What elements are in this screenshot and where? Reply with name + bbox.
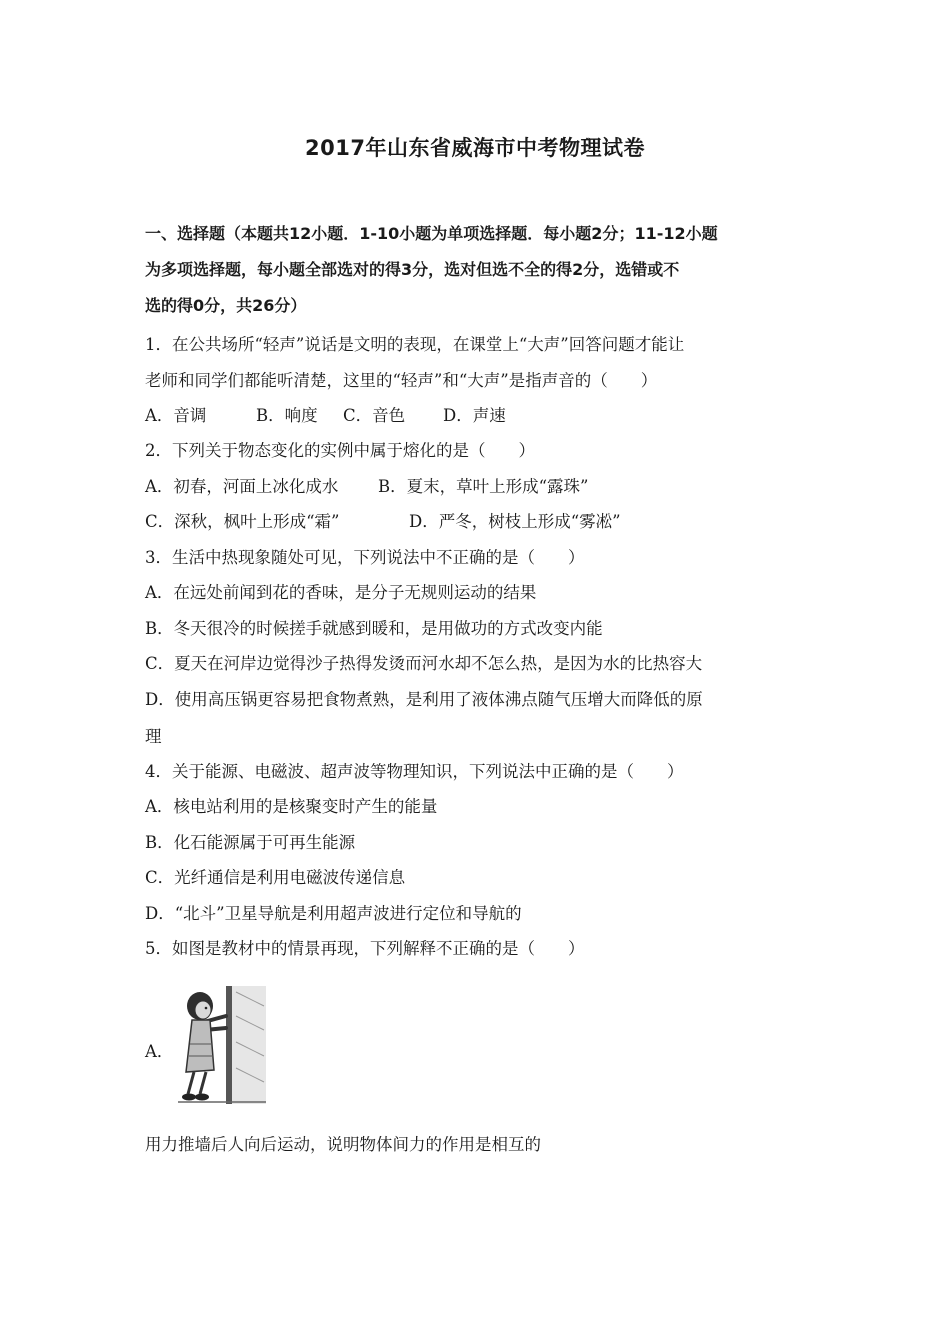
option-a-caption: 用力推墙后人向后运动，说明物体间力的作用是相互的 <box>145 1135 541 1154</box>
person-pushing-wall-illustration <box>178 986 273 1106</box>
question-3-stem: 3．生活中热现象随处可见，下列说法中不正确的是（ ） <box>145 548 585 567</box>
option-c: C．音色 <box>343 406 406 425</box>
option-b: B．冬天很冷的时候搓手就感到暖和，是用做功的方式改变内能 <box>145 619 603 638</box>
option-c: C．光纤通信是利用电磁波传递信息 <box>145 868 406 887</box>
option-c: C．深秋，枫叶上形成“霜” <box>145 512 340 531</box>
question-4-stem: 4．关于能源、电磁波、超声波等物理知识，下列说法中正确的是（ ） <box>145 762 684 781</box>
section-heading-line: 为多项选择题，每小题全部选对的得3分，选对但选不全的得2分，选错或不 <box>145 260 680 279</box>
page-title: 2017年山东省威海市中考物理试卷 <box>305 136 645 160</box>
option-a: A．核电站利用的是核聚变时产生的能量 <box>145 797 438 816</box>
option-d: D．使用高压锅更容易把食物煮熟，是利用了液体沸点随气压增大而降低的原 <box>145 690 703 709</box>
option-d: D．严冬，树枝上形成“雾凇” <box>409 512 621 531</box>
section-heading <box>145 216 815 324</box>
question-5-stem: 5．如图是教材中的情景再现，下列解释不正确的是（ ） <box>145 939 585 958</box>
section-heading-line: 选的得0分，共26分） <box>145 296 307 315</box>
option-b: B．化石能源属于可再生能源 <box>145 833 356 852</box>
question-2-options-row1 <box>145 476 589 498</box>
option-c: C．夏天在河岸边觉得沙子热得发烫而河水却不怎么热，是因为水的比热容大 <box>145 654 703 673</box>
option-b: B．夏末，草叶上形成“露珠” <box>378 477 589 496</box>
option-a: A．初春，河面上冰化成水 <box>145 477 339 496</box>
question-2-stem: 2．下列关于物态变化的实例中属于熔化的是（ ） <box>145 441 535 460</box>
question-1-options <box>145 405 506 427</box>
option-d: D．声速 <box>443 406 506 425</box>
question-1-stem-cont: 老师和同学们都能听清楚，这里的“轻声”和“大声”是指声音的（ ） <box>145 371 658 390</box>
question-5-option-a <box>145 986 275 1108</box>
option-b: B．响度 <box>256 406 318 425</box>
option-a-label: A． <box>145 1042 174 1061</box>
section-heading-line: 一、选择题（本题共12小题．1-10小题为单项选择题．每小题2分；11-12小题 <box>145 224 718 243</box>
option-d-cont: 理 <box>145 727 162 746</box>
option-d: D．“北斗”卫星导航是利用超声波进行定位和导航的 <box>145 904 522 923</box>
option-a: A．音调 <box>145 406 207 425</box>
question-2-options-row2 <box>145 511 621 533</box>
question-1-stem: 1．在公共场所“轻声”说话是文明的表现，在课堂上“大声”回答问题才能让 <box>145 335 685 354</box>
option-a: A．在远处前闻到花的香味，是分子无规则运动的结果 <box>145 583 537 602</box>
